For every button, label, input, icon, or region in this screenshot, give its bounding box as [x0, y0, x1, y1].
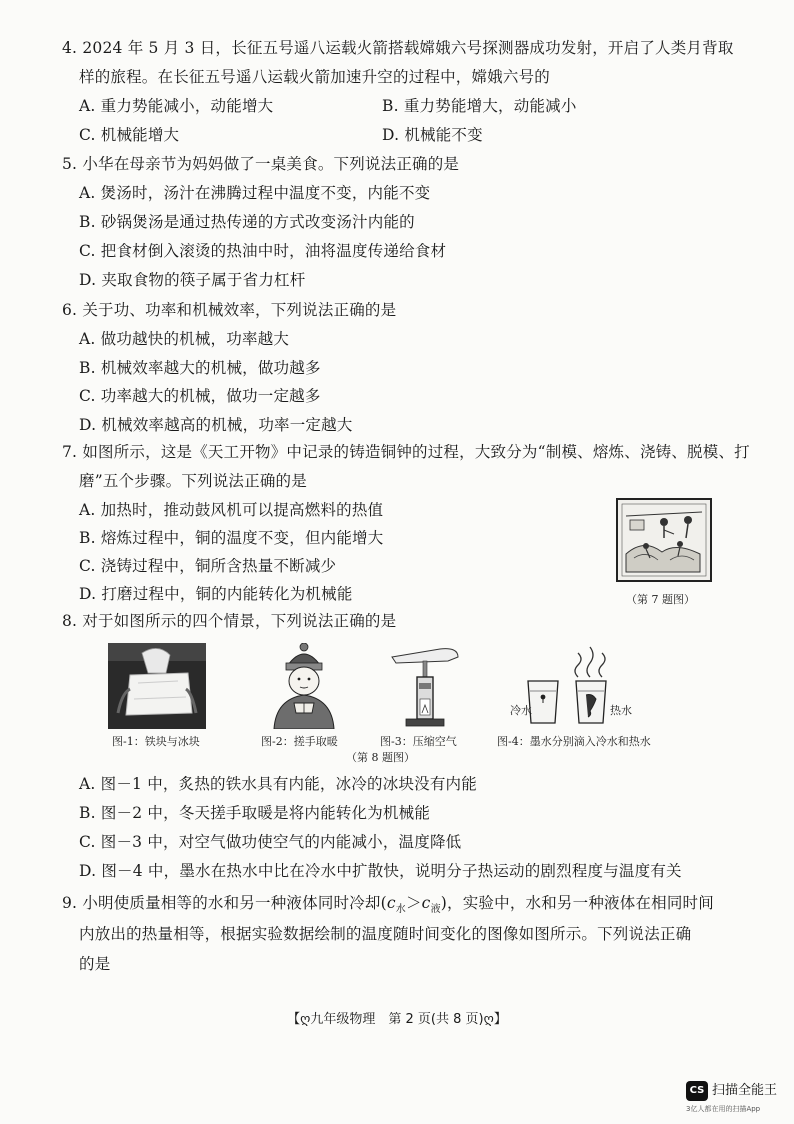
q9-stem-line1-end: )，实验中，水和另一种液体在相同时间 [440, 894, 714, 912]
q9-liquid-subscript: 液 [430, 904, 441, 916]
q9-stem-line3: 的是 [79, 955, 111, 973]
q8-option-d: D. 图－4 中，墨水在热水中比在冷水中扩散快，说明分子热运动的剧烈程度与温度有关 [79, 862, 682, 880]
cs-scanner-icon: CS [686, 1081, 708, 1101]
watermark-tagline: 3亿人都在用的扫描App [686, 1105, 761, 1113]
q4-option-c: C. 机械能增大 [79, 126, 180, 144]
q9-water-subscript: 水 [395, 904, 406, 916]
q6-option-d: D. 机械效率越高的机械，功率一定越大 [79, 416, 353, 434]
q5-option-b: B. 砂锅煲汤是通过热传递的方式改变汤汁内能的 [79, 213, 415, 231]
q6-stem: 6. 关于功、功率和机械效率，下列说法正确的是 [62, 301, 397, 319]
q8-option-c: C. 图－3 中，对空气做功使空气的内能减小，温度降低 [79, 833, 462, 851]
q8-fig1-photo [108, 643, 206, 729]
page-footer: 【ღ九年级物理 第 2 页(共 8 页)ღ】 [287, 1012, 507, 1027]
q4-stem-line1: 4. 2024 年 5 月 3 日，长征五号遥八运载火箭搭载嫦娥六号探测器成功发射，开启了人类月背取 [62, 39, 734, 57]
watermark-app-name: 扫描全能王 [712, 1083, 778, 1098]
q4-stem-line2: 样的旅程。在长征五号遥八运载火箭加速升空的过程中，嫦娥六号的 [79, 68, 551, 86]
q8-fig4-left-label: 冷水 [510, 704, 532, 717]
q9-c-water-symbol: c [386, 894, 396, 912]
q9-c-liquid-symbol: c [421, 894, 431, 912]
q8-fig2-caption: 图-2：搓手取暖 [261, 735, 338, 748]
q9-relation: ＞ [405, 894, 422, 912]
scanner-watermark [686, 1080, 786, 1120]
q8-fig4-caption: 图-4：墨水分别滴入冷水和热水 [497, 735, 651, 748]
q6-option-c: C. 功率越大的机械，做功一定越多 [79, 387, 321, 405]
q7-option-d: D. 打磨过程中，铜的内能转化为机械能 [79, 585, 353, 603]
q8-fig3-caption: 图-3：压缩空气 [380, 735, 457, 748]
q5-stem: 5. 小华在母亲节为妈妈做了一桌美食。下列说法正确的是 [62, 155, 460, 173]
q9-stem-line2: 内放出的热量相等，根据实验数据绘制的温度随时间变化的图像如图所示。下列说法正确 [79, 925, 692, 943]
q7-option-c: C. 浇铸过程中，铜所含热量不断减少 [79, 557, 337, 575]
q7-option-b: B. 熔炼过程中，铜的温度不变，但内能增大 [79, 529, 384, 547]
q7-figure-caption: （第 7 题图） [626, 593, 695, 606]
q8-option-a: A. 图－1 中，炙热的铁水具有内能，冰冷的冰块没有内能 [79, 775, 477, 793]
q7-option-a: A. 加热时，推动鼓风机可以提高燃料的热值 [79, 501, 384, 519]
q9-stem-line1-start: 9. 小明使质量相等的水和另一种液体同时冷却( [62, 894, 387, 912]
q7-stem-line2: 磨”五个步骤。下列说法正确的是 [79, 472, 307, 490]
q5-option-c: C. 把食材倒入滚烫的热油中时，油将温度传递给食材 [79, 242, 447, 260]
q5-option-d: D. 夹取食物的筷子属于省力杠杆 [79, 271, 306, 289]
q4-option-b: B. 重力势能增大，动能减小 [382, 97, 577, 115]
q4-option-d: D. 机械能不变 [382, 126, 483, 144]
q8-stem: 8. 对于如图所示的四个情景，下列说法正确的是 [62, 612, 397, 630]
q6-option-b: B. 机械效率越大的机械，做功越多 [79, 359, 321, 377]
q5-option-a: A. 煲汤时，汤汁在沸腾过程中温度不变，内能不变 [79, 184, 431, 202]
q8-fig1-caption: 图-1：铁块与冰块 [112, 735, 200, 748]
q8-option-b: B. 图－2 中，冬天搓手取暖是将内能转化为机械能 [79, 804, 431, 822]
q6-option-a: A. 做功越快的机械，功率越大 [79, 330, 290, 348]
q4-option-a: A. 重力势能减小，动能增大 [79, 97, 274, 115]
q9-stem-line1 [62, 893, 714, 920]
q8-figure-caption: （第 8 题图） [346, 751, 415, 764]
q8-fig3-air-compression [388, 643, 462, 729]
q8-fig4-right-label: 热水 [610, 704, 632, 717]
q7-stem-line1: 7. 如图所示，这是《天工开物》中记录的铸造铜钟的过程，大致分为“制模、熔炼、浇铸、脱模、打 [62, 443, 750, 461]
q7-woodcut-illustration [616, 498, 712, 582]
q8-fig2-child-rubbing-hands [268, 643, 340, 729]
